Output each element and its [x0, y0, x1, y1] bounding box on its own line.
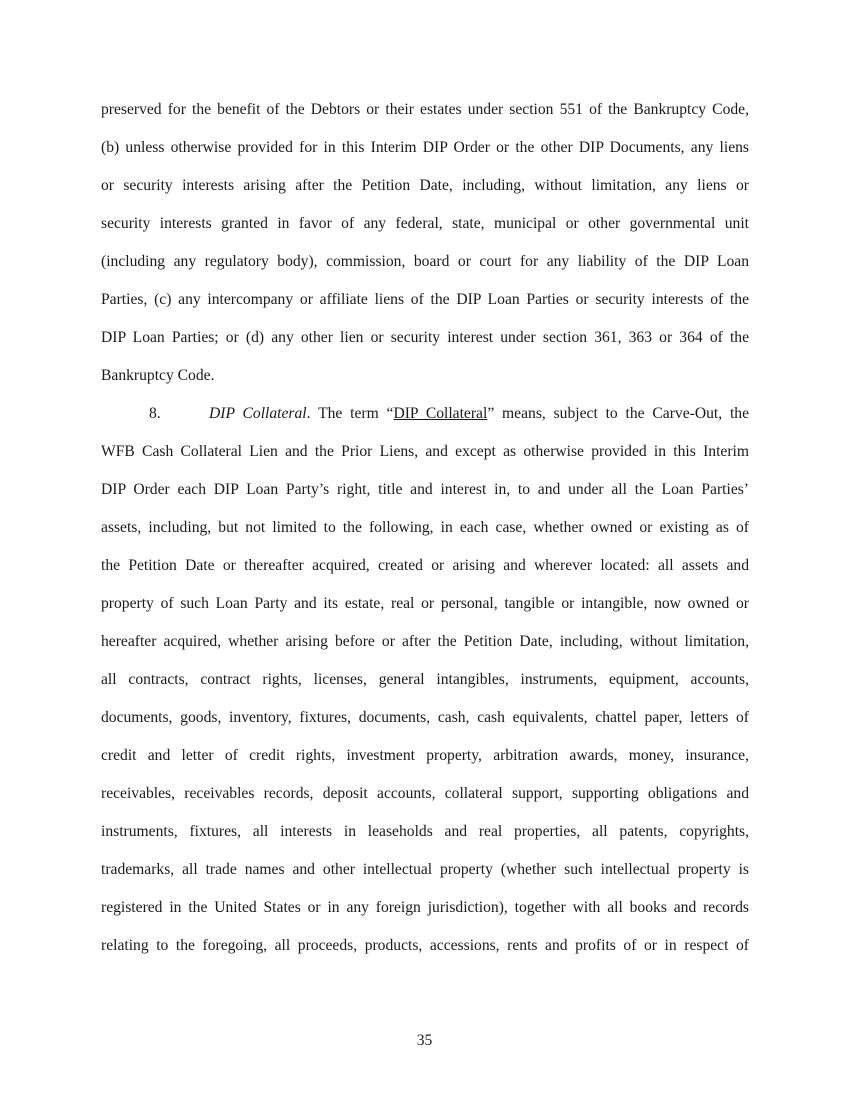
- body-text-line: receivables, receivables records, deposit accounts, collateral support, supporting obligations and: [101, 785, 749, 802]
- defined-term: DIP Collateral: [393, 405, 488, 422]
- body-text-line: (b) unless otherwise provided for in this Interim DIP Order or the other DIP Documents, any liens: [101, 139, 749, 156]
- body-text-line: security interests granted in favor of any federal, state, municipal or other governmental unit: [101, 215, 749, 232]
- body-text-line: DIP Order each DIP Loan Party’s right, title and interest in, to and under all the Loan Parties’: [101, 481, 749, 498]
- body-text-line: documents, goods, inventory, fixtures, documents, cash, cash equivalents, chattel paper, letters of: [101, 709, 749, 726]
- body-text-line: DIP Loan Parties; or (d) any other lien or security interest under section 361, 363 or 364 of the: [101, 329, 749, 346]
- section-heading-connector: . The term “: [306, 405, 394, 422]
- body-text-line: assets, including, but not limited to the following, in each case, whether owned or existing as of: [101, 519, 749, 536]
- body-text-line: WFB Cash Collateral Lien and the Prior Liens, and except as otherwise provided in this Interim: [101, 443, 749, 460]
- section-number: 8.: [149, 405, 161, 422]
- body-text-line: hereafter acquired, whether arising before or after the Petition Date, including, without limitation,: [101, 633, 749, 650]
- body-text-line: or security interests arising after the Petition Date, including, without limitation, any liens or: [101, 177, 749, 194]
- body-text-line: Bankruptcy Code.: [101, 367, 215, 384]
- section-heading: DIP Collateral: [209, 405, 307, 422]
- body-text-line: instruments, fixtures, all interests in leaseholds and real properties, all patents, copyrights,: [101, 823, 749, 840]
- body-text-line: credit and letter of credit rights, investment property, arbitration awards, money, insurance,: [101, 747, 749, 764]
- body-text-line: all contracts, contract rights, licenses, general intangibles, instruments, equipment, accounts,: [101, 671, 749, 688]
- body-text-line: preserved for the benefit of the Debtors or their estates under section 551 of the Bankruptcy Code,: [101, 101, 749, 118]
- page-number: 35: [416, 1032, 433, 1049]
- body-text-line: registered in the United States or in any foreign jurisdiction), together with all books and records: [101, 899, 749, 916]
- body-text-line: property of such Loan Party and its estate, real or personal, tangible or intangible, now owned or: [101, 595, 749, 612]
- body-text-line: (including any regulatory body), commission, board or court for any liability of the DIP Loan: [101, 253, 749, 270]
- body-text-line: the Petition Date or thereafter acquired, created or arising and wherever located: all assets and: [101, 557, 749, 574]
- body-text-line: relating to the foregoing, all proceeds, products, accessions, rents and profits of or in respect of: [101, 937, 749, 954]
- section-8-first-line: [101, 403, 749, 425]
- body-text-line: Parties, (c) any intercompany or affiliate liens of the DIP Loan Parties or security interests of the: [101, 291, 749, 308]
- section-first-line-rest: ” means, subject to the Carve-Out, the: [487, 405, 749, 422]
- body-text-line: trademarks, all trade names and other intellectual property (whether such intellectual property is: [101, 861, 749, 878]
